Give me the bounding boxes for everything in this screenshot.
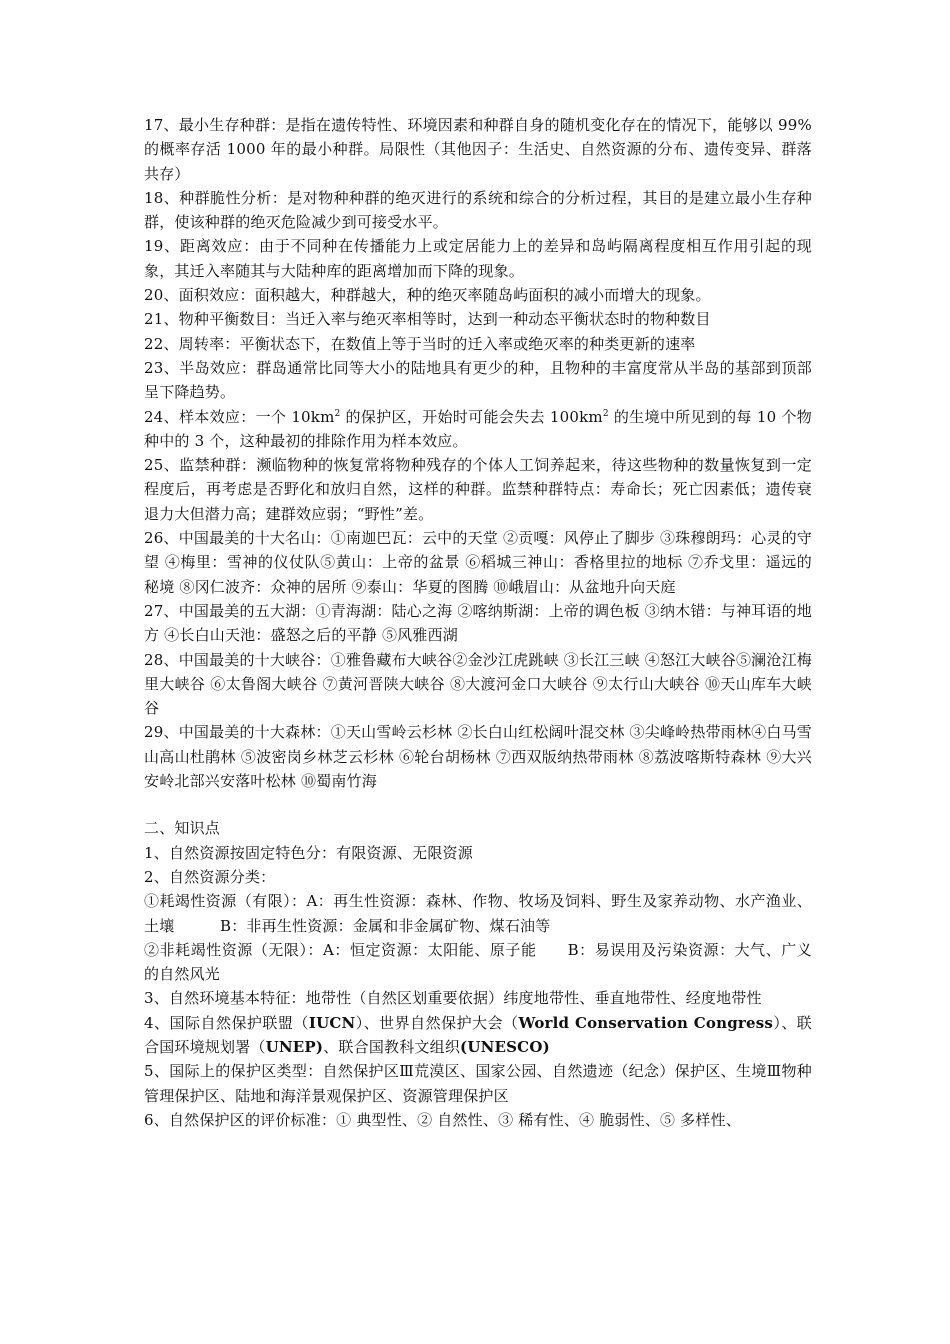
point-4-iucn: IUCN (308, 1013, 356, 1032)
term-26: 26、中国最美的十大名山：①南迦巴瓦：云中的天堂 ②贡嘎：风停止了脚步 ③珠穆朗玛：心灵的守望 ④梅里：雪神的仪仗队⑤黄山：上帝的盆景 ⑥稻城三神山：香格里拉的地标 ⑦乔戈里：遥远的秘境 ⑧冈仁波齐：众神的居所 ⑨泰山：华夏的图腾 ⑩峨眉山：从盆地升向天庭 (144, 529, 812, 596)
point-1: 1、自然资源按固定特色分：有限资源、无限资源 (144, 843, 473, 862)
term-25: 25、监禁种群：濒临物种的恢复常将物种残存的个体人工饲养起来，待这些物种的数量恢复到一定程度后，再考虑是否野化和放归自然，这样的种群。监禁种群特点：寿命长；死亡因素低；遗传衰退力大但潜力高；建群效应弱；“野性”差。 (144, 456, 812, 523)
document-page (144, 113, 812, 1132)
point-6: 6、自然保护区的评价标准：① 典型性、② 自然性、③ 稀有性、④ 脆弱性、⑤ 多样性、 (144, 1110, 741, 1129)
superscript-2: 2 (334, 408, 341, 419)
point-4-text: ）、世界自然保护大会（ (355, 1013, 519, 1032)
term-20: 20、面积效应：面积越大，种群越大，种的绝灭率随岛屿面积的减小而增大的现象。 (144, 286, 711, 305)
term-24 (144, 405, 812, 454)
term-24-part2: 的保护区，开始时可能会失去 100km (340, 407, 603, 426)
term-19: 19、距离效应：由于不同种在传播能力上或定居能力上的差异和岛屿隔离程度相互作用引起的现象，其迁入率随其与大陆种库的距离增加而下降的现象。 (144, 237, 812, 280)
point-5: 5、国际上的保护区类型：自然保护区Ⅲ荒漠区、国家公园、自然遗迹（纪念）保护区、生境Ⅲ物种管理保护区、陆地和海洋景观保护区、资源管理保护区 (144, 1062, 812, 1105)
section-heading: 二、知识点 (144, 819, 221, 838)
term-17: 17、最小生存种群：是指在遗传特性、环境因素和种群自身的随机变化存在的情况下，能够以 99%的概率存活 1000 年的最小种群。局限性（其他因子：生活史、自然资源的分布、遗传变异、群落共存） (144, 116, 812, 183)
point-2-exhaustible: ①耗竭性资源（有限）：A：再生性资源：森林、作物、牧场及饲料、野生及家养动物、水产渔业、土壤 B：非再生性资源：金属和非金属矿物、煤石油等 (144, 892, 812, 935)
term-21: 21、物种平衡数目：当迁入率与绝灭率相等时，达到一种动态平衡状态时的物种数目 (144, 310, 711, 329)
term-23: 23、半岛效应：群岛通常比同等大小的陆地具有更少的种，且物种的丰富度常从半岛的基部到顶部呈下降趋势。 (144, 358, 812, 402)
point-4-text: 4、国际自然保护联盟（ (144, 1013, 309, 1032)
point-2-inexhaustible: ②非耗竭性资源（无限）：A：恒定资源：太阳能、原子能 B：易误用及污染资源：大气、广义的自然风光 (144, 940, 812, 984)
term-28: 28、中国最美的十大峡谷：①雅鲁藏布大峡谷②金沙江虎跳峡 ③长江三峡 ④怒江大峡谷⑤澜沧江梅里大峡谷 ⑥太鲁阁大峡谷 ⑦黄河晋陕大峡谷 ⑧大渡河金口大峡谷 ⑨太行山大峡谷 ⑩天山库车大峡谷 (144, 650, 812, 718)
point-4-unep: UNEP) (265, 1037, 324, 1056)
term-24-part1: 24、样本效应：一个 10km (144, 407, 335, 426)
point-4-wcc: World Conservation Congress (518, 1013, 774, 1032)
term-29: 29、中国最美的十大森林：①天山雪岭云杉林 ②长白山红松阔叶混交林 ③尖峰岭热带雨林④白马雪山高山杜鹃林 ⑤波密岗乡林芝云杉林 ⑥轮台胡杨林 ⑦西双版纳热带雨林 ⑧荔波喀斯特森林 ⑨大兴安岭北部兴安落叶松林 ⑩蜀南竹海 (144, 723, 812, 791)
term-22: 22、周转率：平衡状态下，在数值上等于当时的迁入率或绝灭率的种类更新的速率 (144, 334, 696, 353)
point-4-text: 、联合国教科文组织 (323, 1037, 461, 1056)
term-24-part3: 的生境中所见到的每 10 个物种中的 3 个，这种最初的排除作用为样本效应。 (144, 407, 812, 450)
point-4-unesco: (UNESCO) (460, 1037, 550, 1056)
term-18: 18、种群脆性分析：是对物种种群的绝灭进行的系统和综合的分析过程，其目的是建立最小生存种群，使该种群的绝灭危险减少到可接受水平。 (144, 188, 812, 232)
section-gap (144, 793, 812, 816)
point-2: 2、自然资源分类： (144, 867, 276, 886)
point-3: 3、自然环境基本特征：地带性（自然区划重要依据）纬度地带性、垂直地带性、经度地带性 (144, 989, 762, 1008)
superscript-2: 2 (602, 408, 609, 419)
term-27: 27、中国最美的五大湖：①青海湖：陆心之海 ②喀纳斯湖：上帝的调色板 ③纳木错：与神耳语的地方 ④长白山天池：盛怒之后的平静 ⑤风雅西湖 (144, 601, 812, 645)
point-4-text: ）、联合国环境规划署（ (144, 1013, 812, 1056)
point-4 (144, 1011, 812, 1060)
